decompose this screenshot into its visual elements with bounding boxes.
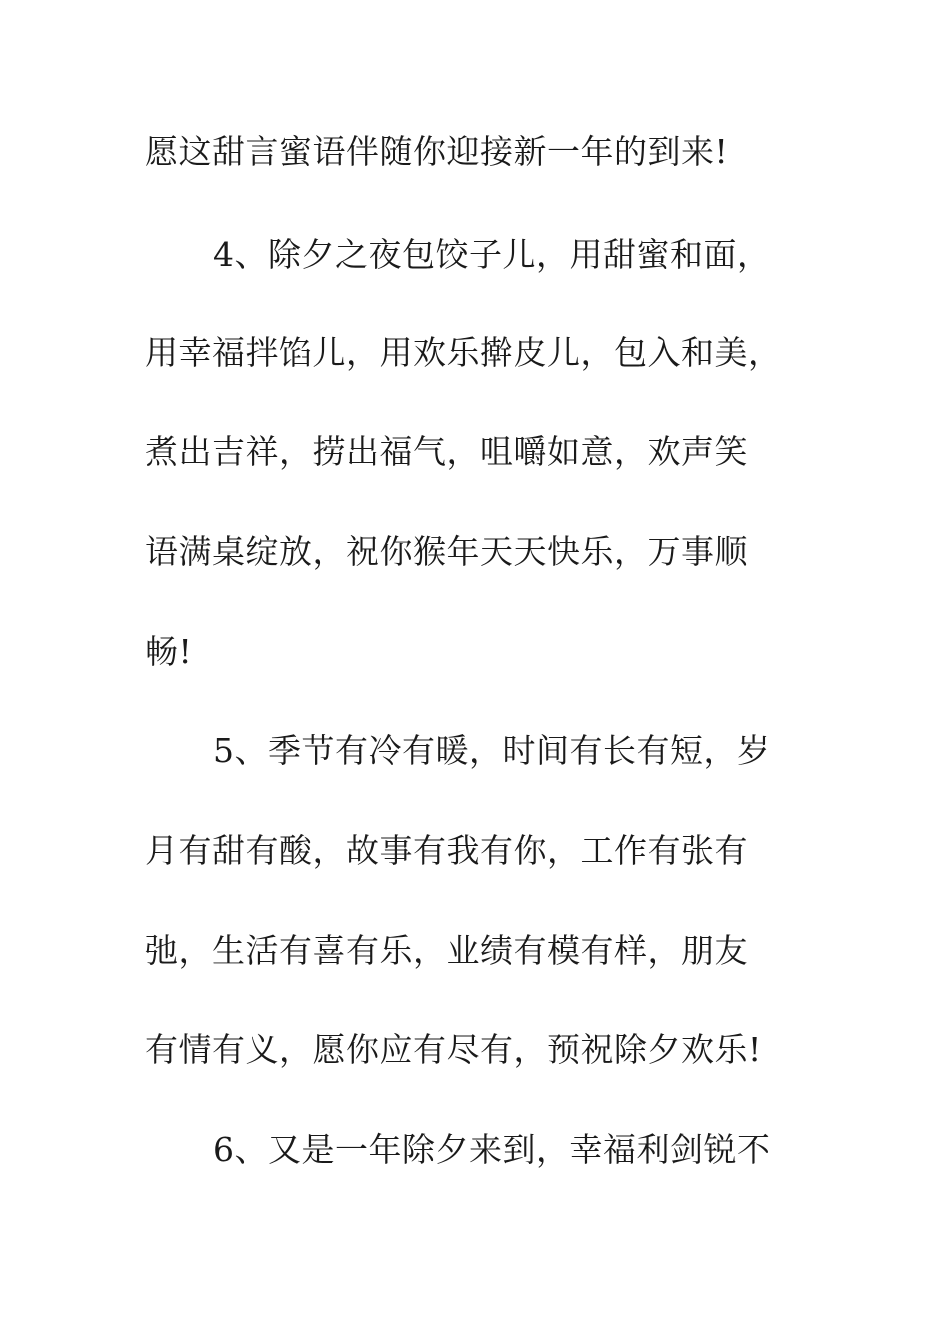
text-line-7: 5、季节有冷有暖，时间有长有短，岁	[213, 731, 771, 770]
text-line-1: 愿这甜言蜜语伴随你迎接新一年的到来!	[145, 132, 729, 171]
text-line-4: 煮出吉祥，捞出福气，咀嚼如意，欢声笑	[145, 432, 748, 471]
text-line-9: 弛，生活有喜有乐，业绩有模有样，朋友	[145, 931, 748, 970]
text-line-6: 畅!	[145, 632, 193, 671]
text-line-3: 用幸福拌馅儿，用欢乐擀皮儿，包入和美，	[145, 333, 782, 372]
text-line-8: 月有甜有酸，故事有我有你，工作有张有	[145, 831, 748, 870]
text-line-11: 6、又是一年除夕来到，幸福利剑锐不	[213, 1130, 771, 1169]
text-line-2: 4、除夕之夜包饺子儿，用甜蜜和面，	[213, 235, 771, 274]
text-line-10: 有情有义，愿你应有尽有，预祝除夕欢乐!	[145, 1030, 762, 1069]
text-line-5: 语满桌绽放，祝你猴年天天快乐，万事顺	[145, 532, 748, 571]
